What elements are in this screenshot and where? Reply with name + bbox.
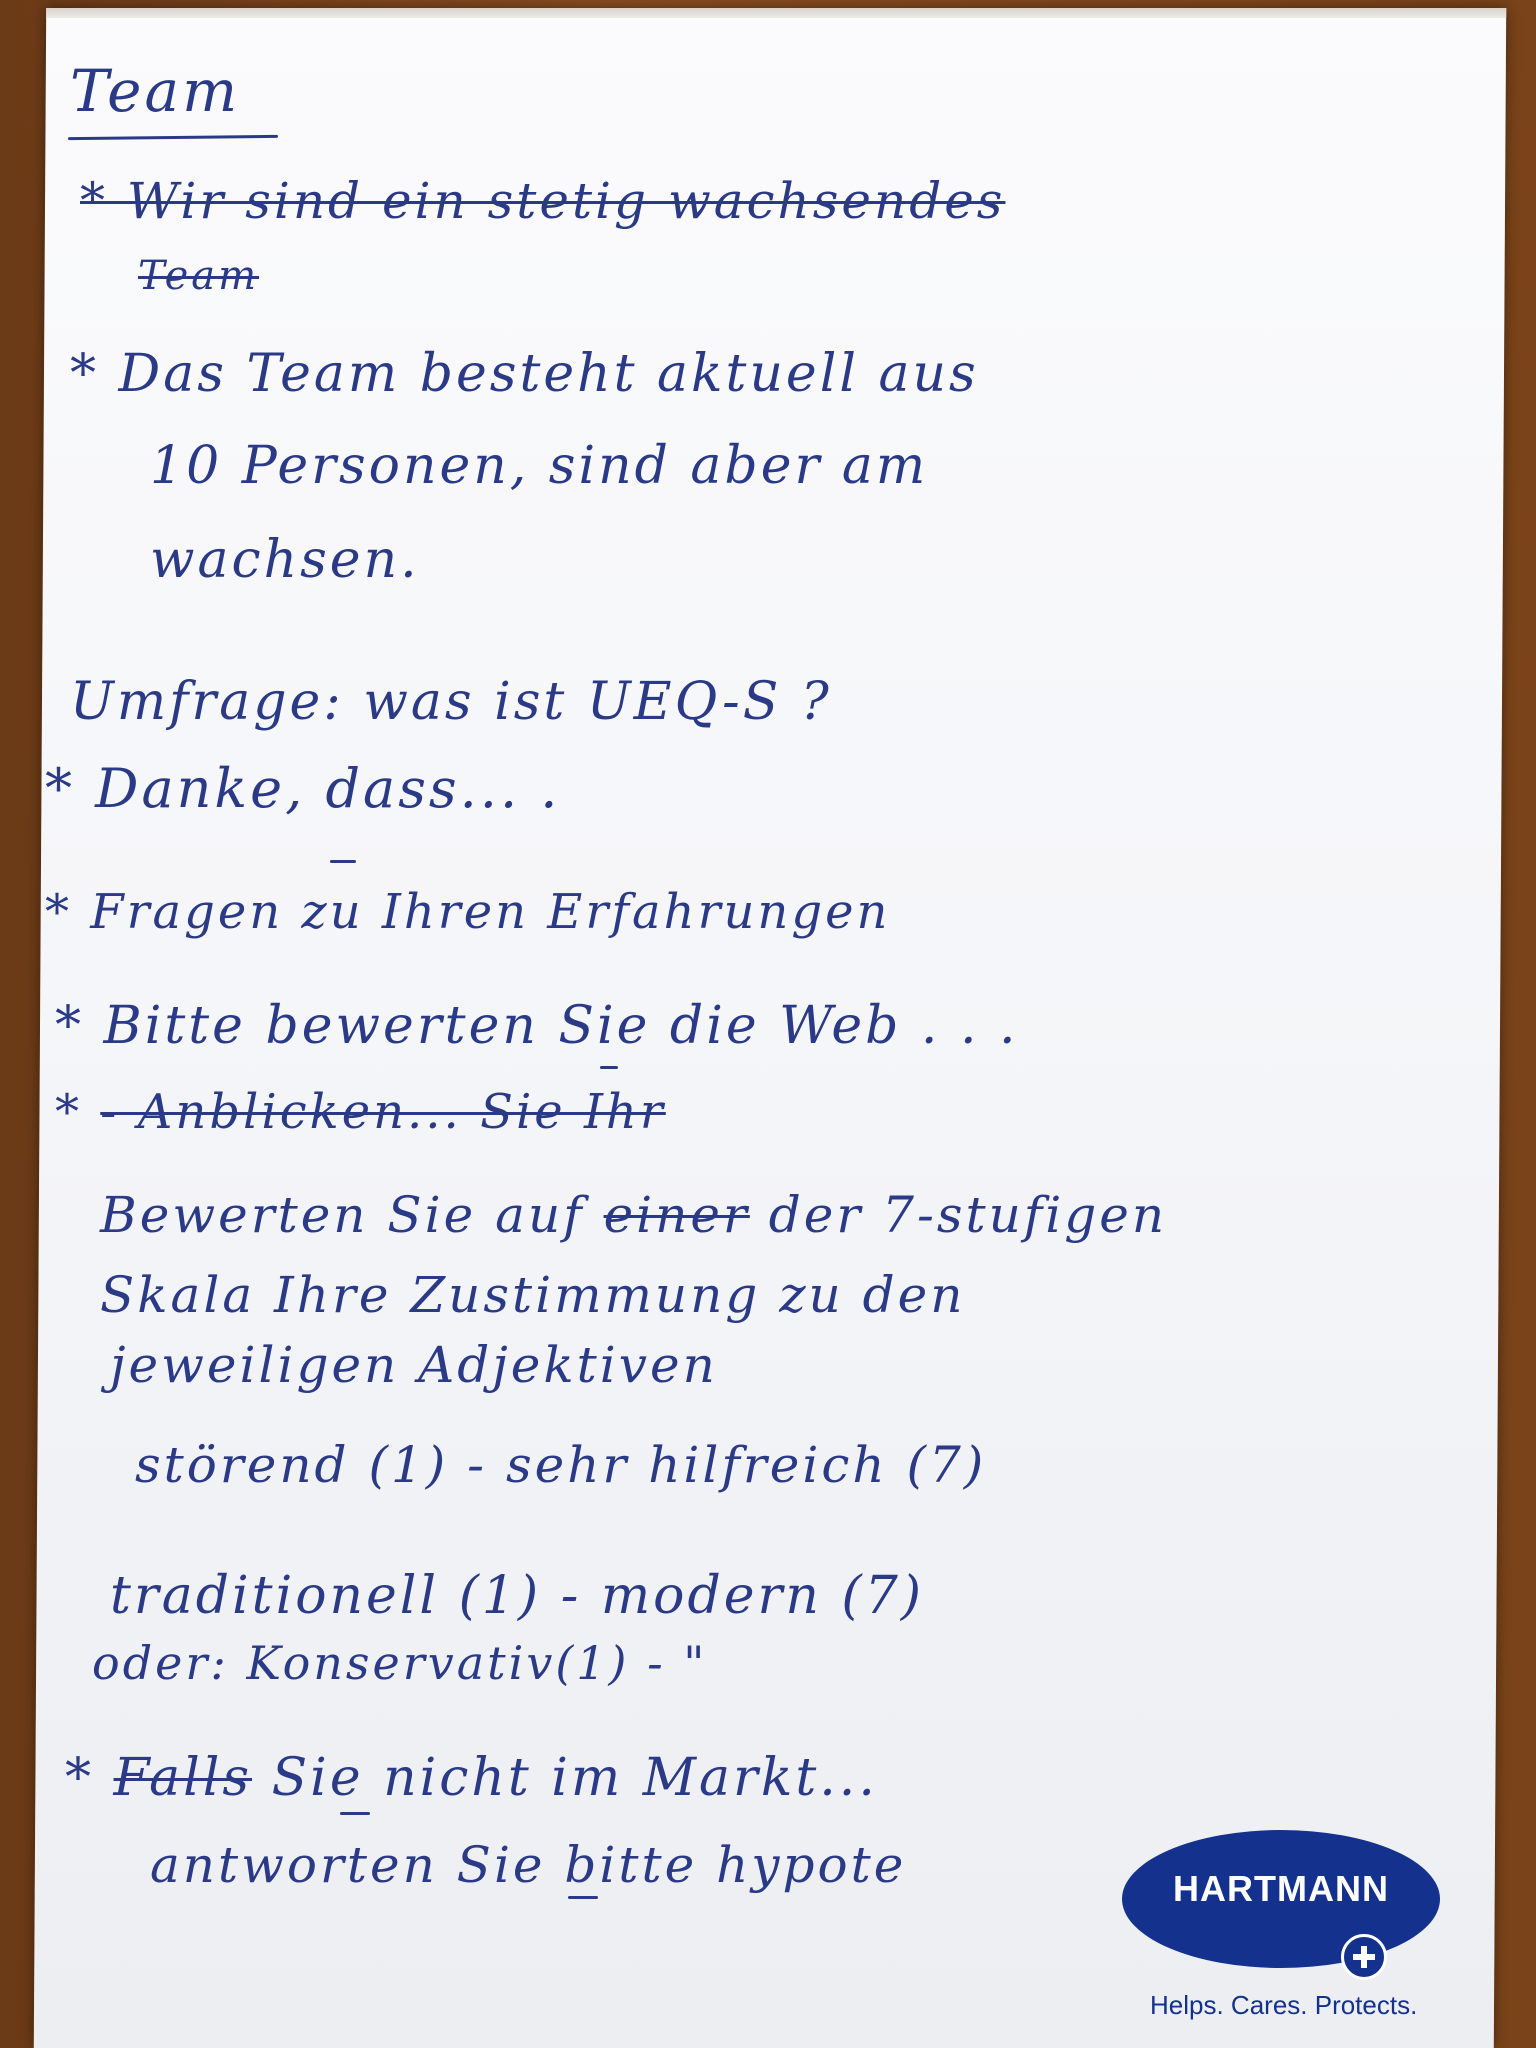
logo-tagline: Helps. Cares. Protects. — [1150, 1990, 1418, 2020]
note-scale-example-3: oder: Konservativ(1) - " — [92, 1636, 708, 1690]
struck-text: - Anblicken... Sie Ihr — [100, 1084, 666, 1140]
note-line-5: * Fragen zu Ihren Erfahrungen — [45, 884, 891, 940]
note-line-6: * Bitte bewerten Sie die Web . . . — [55, 996, 1019, 1056]
text-segment: der 7-stufigen — [768, 1186, 1168, 1244]
hartmann-logo — [1122, 1830, 1440, 1968]
note-line-12 — [65, 1748, 878, 1808]
note-line-1: * Wir sind ein stetig wachsendes — [80, 172, 1006, 230]
note-line-1b: Team — [138, 253, 260, 299]
note-line-4: * Danke, dass... . — [45, 757, 561, 820]
note-line-8b: Skala Ihre Zustimmung zu den — [100, 1266, 966, 1324]
double-underline-mark — [568, 1896, 598, 1899]
double-underline-mark — [600, 1066, 618, 1069]
double-underline-mark — [330, 860, 356, 863]
note-line-2c: wachsen. — [150, 530, 420, 590]
double-underline-mark — [340, 1812, 370, 1815]
note-scale-example-2: traditionell (1) - modern (7) — [110, 1566, 925, 1626]
bullet-star: * — [55, 1084, 82, 1140]
bullet-star: * — [65, 1748, 94, 1808]
note-scale-example-1: störend (1) - sehr hilfreich (7) — [135, 1436, 987, 1494]
note-line-2b: 10 Personen, sind aber am — [150, 436, 929, 496]
heading-team: Team — [70, 57, 241, 125]
note-survey-heading: Umfrage: was ist UEQ-S ? — [70, 672, 832, 732]
paper-top-edge — [46, 8, 1506, 18]
note-line-8 — [100, 1186, 1168, 1244]
struck-text: einer — [603, 1186, 750, 1244]
text-segment: Bewerten Sie auf — [100, 1186, 585, 1244]
note-line-7 — [55, 1084, 666, 1140]
text-segment: Sie nicht im Markt... — [271, 1748, 878, 1808]
note-line-13: antworten Sie bitte hypote — [150, 1836, 907, 1894]
note-line-8c: jeweiligen Adjektiven — [110, 1336, 718, 1394]
cross-icon — [1341, 1934, 1387, 1980]
struck-text: Falls — [113, 1748, 253, 1808]
note-line-2: * Das Team besteht aktuell aus — [70, 344, 979, 404]
logo-wordmark: HARTMANN — [1173, 1868, 1389, 1909]
